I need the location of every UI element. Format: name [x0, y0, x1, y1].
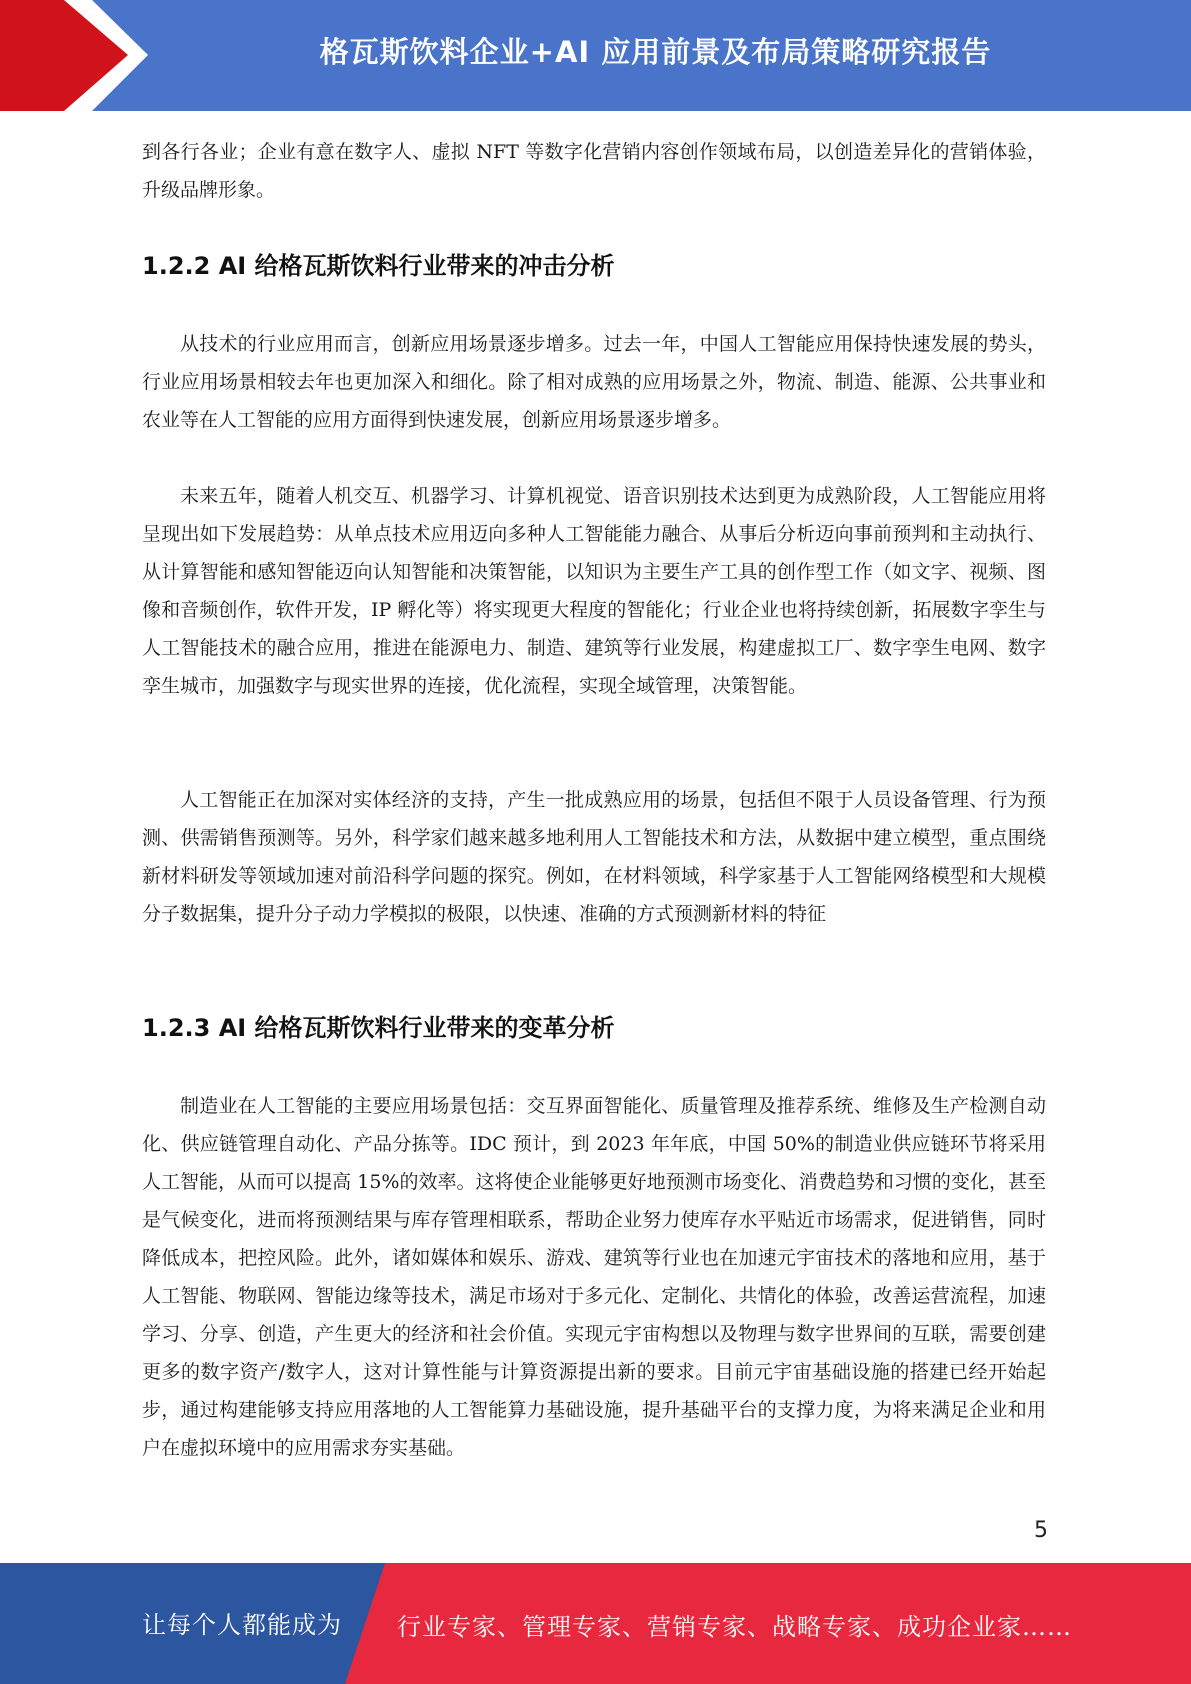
page-footer [0, 1563, 1191, 1684]
footer-slogan-right: 行业专家、管理专家、营销专家、战略专家、成功企业家…… [397, 1613, 1072, 1641]
paragraph: 从技术的行业应用而言，创新应用场景逐步增多。过去一年，中国人工智能应用保持快速发展的势头，行业应用场景相较去年也更加深入和细化。除了相对成熟的应用场景之外，物流、制造、能源、公共事业和农业等在人工智能的应用方面得到快速发展，创新应用场景逐步增多。 [142, 333, 1046, 431]
page-header [0, 0, 1191, 111]
paragraph: 制造业在人工智能的主要应用场景包括：交互界面智能化、质量管理及推荐系统、维修及生产检测自动化、供应链管理自动化、产品分拣等。IDC 预计，到 2023 年年底，中国 50%的制造业供应链环节将采用人工智能，从而可以提高 15%的效率。这将使企业能够更好地预测市场变化、消费趋势和习惯的变化，甚至是气候变化，进而将预测结果与库存管理相联系，帮助企业努力使库存水平贴近市场需求，促进销售，同时降低成本，把控风险。此外，诸如媒体和娱乐、游戏、建筑等行业也在加速元宇宙技术的落地和应用，基于人工智能、物联网、智能边缘等技术，满足市场对于多元化、定制化、共情化的体验，改善运营流程，加速学习、分享、创造，产生更大的经济和社会价值。实现元宇宙构想以及物理与数字世界间的互联，需要创建更多的数字资产/数字人，这对计算性能与计算资源提出新的要求。目前元宇宙基础设施的搭建已经开始起步，通过构建能够支持应用落地的人工智能算力基础设施，提升基础平台的支撑力度，为将来满足企业和用户在虚拟环境中的应用需求夯实基础。 [142, 1095, 1046, 1459]
report-title: 格瓦斯饮料企业+AI 应用前景及布局策略研究报告 [319, 35, 992, 69]
paragraph: 人工智能正在加深对实体经济的支持，产生一批成熟应用的场景，包括但不限于人员设备管理、行为预测、供需销售预测等。另外，科学家们越来越多地利用人工智能技术和方法，从数据中建立模型，重点围绕新材料研发等领域加速对前沿科学问题的探究。例如，在材料领域，科学家基于人工智能网络模型和大规模分子数据集，提升分子动力学模拟的极限，以快速、准确的方式预测新材料的特征 [142, 789, 1046, 925]
paragraph: 未来五年，随着人机交互、机器学习、计算机视觉、语音识别技术达到更为成熟阶段，人工智能应用将呈现出如下发展趋势：从单点技术应用迈向多种人工智能能力融合、从事后分析迈向事前预判和主动执行、从计算智能和感知智能迈向认知智能和决策智能，以知识为主要生产工具的创作型工作（如文字、视频、图像和音频创作，软件开发，IP 孵化等）将实现更大程度的智能化；行业企业也将持续创新，拓展数字孪生与人工智能技术的融合应用，推进在能源电力、制造、建筑等行业发展，构建虚拟工厂、数字孪生电网、数字孪生城市，加强数字与现实世界的连接，优化流程，实现全域管理，决策智能。 [142, 485, 1046, 697]
section-heading-1-2-2: 1.2.2 AI 给格瓦斯饮料行业带来的冲击分析 [142, 252, 615, 280]
page-number: 5 [1034, 1518, 1048, 1543]
footer-slogan-left: 让每个人都能成为 [142, 1611, 342, 1639]
section-heading-1-2-3: 1.2.3 AI 给格瓦斯饮料行业带来的变革分析 [142, 1014, 615, 1042]
paragraph-continued: 到各行各业；企业有意在数字人、虚拟 NFT 等数字化营销内容创作领域布局，以创造差异化的营销体验，升级品牌形象。 [142, 141, 1046, 201]
